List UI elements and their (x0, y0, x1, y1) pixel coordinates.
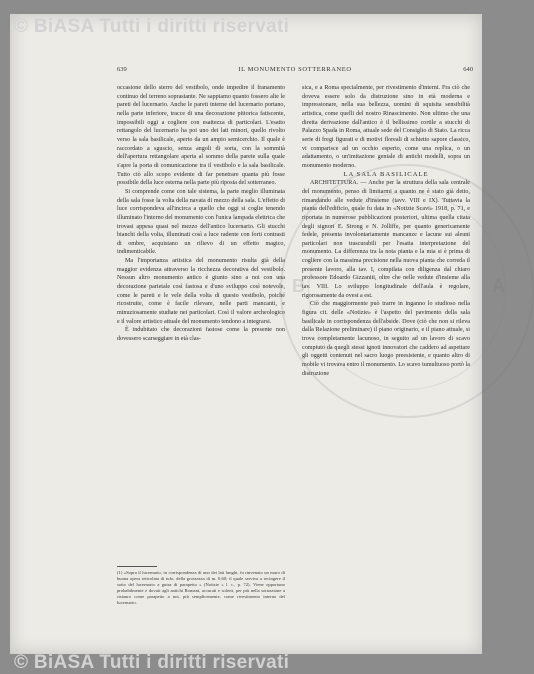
running-head (117, 66, 473, 76)
running-title: IL MONUMENTO SOTTERRANEO (238, 66, 352, 73)
left-column (117, 84, 285, 344)
footnote: (1) «Sopra il lucernario, in corrispondenza di uno dei lati lunghi, fu rinvenuto un muro di buona opera reticolata di tufo, della grossezza di m. 0,60; il quale serviva a recingere il sotto del lucernario a guisa di parapetto » (Notizie » l. c., p. 72). Viene opportuno probabilmente e dovuti agli antichi Romani, accurati e solerti, per più nella sottrazione a ristauro come parapetto a noi, più semplicemente, come rivestimento interno del lucernario. (117, 570, 285, 605)
paragraph: Ciò che maggiormente può trarre in inganno lo studioso nella figura cit. delle «Notizie» è l'aspetto del pavimento della sala basilicale in corrispondenza dell'abside. Dove (ciò che non si rileva dalla Relazione preliminare) il piano originario, e il piano attuale, si trova completamente lacunoso, in seguito ad un lavoro di scavo compiuto da quegli stessi ignoti innovatori che caddero ad aspettare gli oggetti contenuti nel sacro luogo preesistente, e quanto altro di mobile vi trovava entro il monumento. Lo scavo tumultuoso portò la distruzione (302, 301, 470, 377)
paragraph: occasione dello sterro del vestibolo, onde impedire il franamento continuo del terreno soprastante. Ne sappiamo quanto fossero alte le pareti del lucernario. Anche le pareti interne del lucernario portano, nella parte inferiore, tracce di una decorazione pittorica fatiscente, impossibili oggi a cogliere con esattezza di particolari. L'esatto rettangolo del lucernario ha poi uno dei lati minori, quello rivolto verso la sala basilicale, aperto da un ampio semicerchio. Il quale è raccordato a sguscio, senza angoli di sorta, con la sommità dell'apertura rettangolare aperta al sommo della parete sulla quale s'apre la porta di comunicazione tra il vestibolo e la sala basilicale. Tutto ciò allo scopo evidente di far penetrare quanta più fosse possibile della luce esterna nella parte più riposta del sotterraneo. (117, 85, 285, 187)
paragraph: ARCHITETTURA. — Anche per la struttura della sala centrale del monumento, penso di limitarmi a quanto ne è stato già detto, rimandando alle vedute d'insieme (tavv. VIII e IX). Tuttavia la pianta dell'edificio, quale fu data in «Notizie Scavi» 1918, p. 71, e riportata in numerose pubblicazioni posteriori, ultima quella citata degli signori E. Strong e N. Jolliffe, per quanto genericamente fedele, presenta involontariamente mancanze e lacune sui aleuni particolari non trascurabili per l'esatta interpretazione del monumento. La differenza tra la nota pianta e la mia si è prima di cogliere con la massima precisione nella nuova pianta che correda il presente lavoro, alla tav. I, compilata con diligenza dal chiaro professore Edoardo Gizzaniti, oltre che nelle vedute d'insieme alla tav. VIII. Lo sviluppo longitudinale dell'aula è regolare, rigorosamente da ovest a est. (302, 180, 470, 299)
watermark-top: © BiASA Tutti i diritti riservati (14, 16, 290, 37)
document-page (10, 14, 505, 673)
page-number-left: 639 (117, 66, 127, 73)
footnote-separator (117, 566, 157, 567)
watermark-bottom: © BiASA Tutti i diritti riservati (14, 652, 290, 673)
paragraph: Ma l'importanza artistica del monumento risulta già della maggior evidenza attraverso la ricchezza decorativa del vestibolo. Nessun altro monumento antico è giunto sino a noi con una decorazione parietale così fastosa e d'uno sviluppo così notevole, come le pareti e le vele della volta di questo vestibolo, poiché ricostruite, come è facile rilevare, nelle parti mancanti, e minuziosamente studiate nei particolari. Così il valore archeologico e il valore artistico attuale del monumento tendono a integrarsi. (117, 258, 285, 325)
paragraph: È indubitato che decorazioni fastose come la presente non dovessero scarseggiare in età clas- (117, 327, 285, 343)
page-number-right: 640 (463, 66, 473, 73)
library-seal: B A (280, 164, 534, 418)
right-column (302, 84, 470, 378)
section-title: LA SALA BASILICALE (343, 170, 429, 178)
paragraph: Si comprende come con tale sistema, la parte meglio illuminata della sala fosse la volta della navata di mezzo della sala. L'effetto di luce corrispondeva all'incirca a quello che oggi si coglie tenendo illuminato l'interno del monumento con l'unica lampada elettrica che trovasi appesa quasi nel mezzo dell'antico lucernario. Gli stucchi bianchi della volta, illuminati così a luce radente con forti contrasti di ombre, acquistano un rilievo di un effetto magico, indimenticabile. (117, 188, 285, 256)
paragraph: sica, e a Roma specialmente, per rivestimento d'interni. Fra ciò che doveva essere solo da distruzione sino in età moderna e impressionare, nella sua bellezza, uomini di squisita sensibilità artistica, come quelli del nostro Rinascimento. Non ultimo che una diretta derivazione dall'antico è il bellissimo cortile a stucchi di Palazzo Spada in Roma, attuale sede del Consiglio di Stato. La ricca serie di fregi figurati e di motivi floreali di schietto sapore classico, vi comparisce ad un occhio esperto, come una replica, o un adattamento, o un'imitazione geniale di antichi modelli, sopra un monumento moderno. (302, 85, 470, 169)
